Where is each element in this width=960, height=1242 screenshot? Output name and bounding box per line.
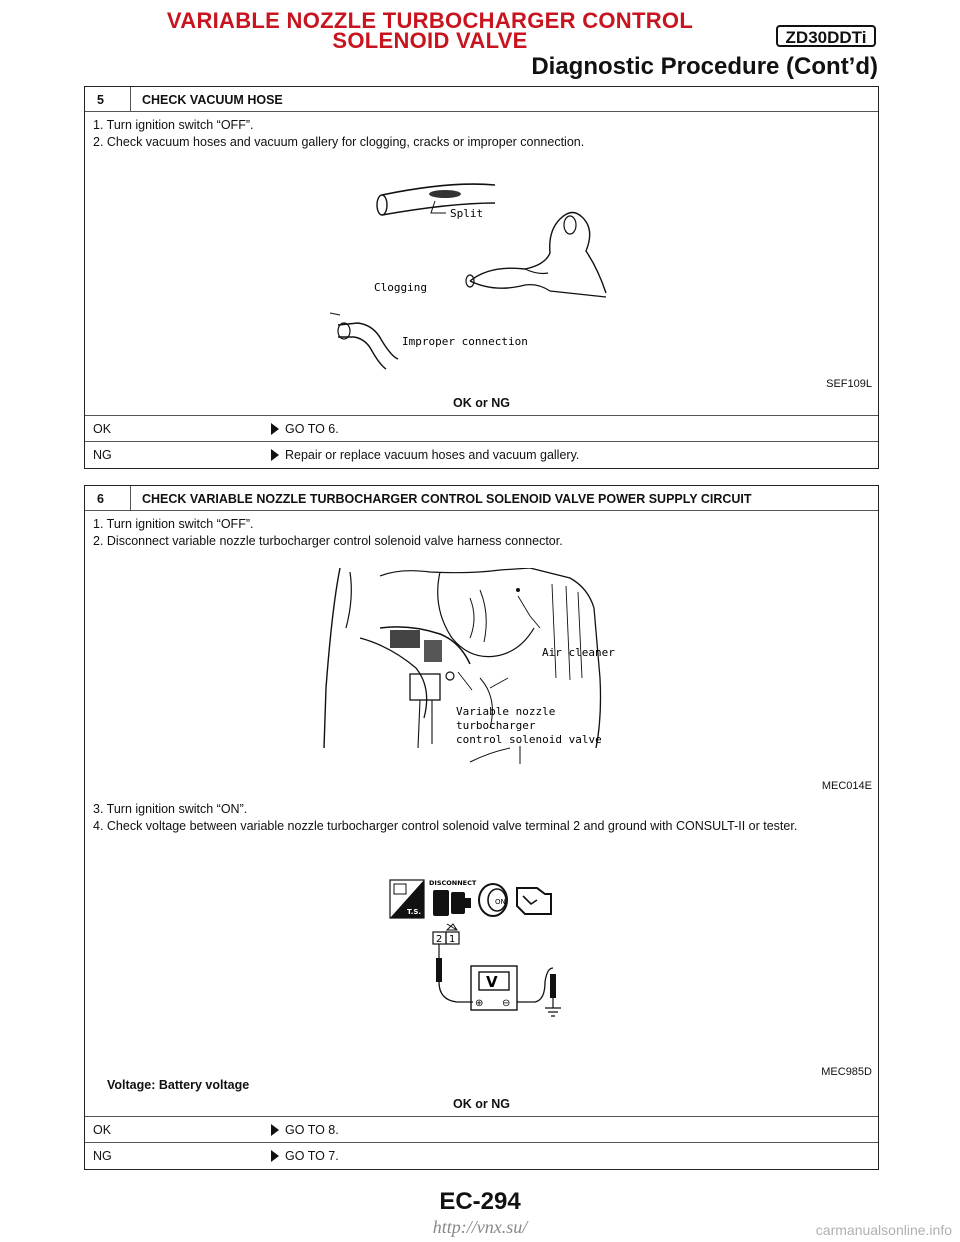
header-title-line2: SOLENOID VALVE [332, 28, 528, 53]
step5-box [84, 86, 879, 469]
label-variable-nozzle: Variable nozzle [456, 705, 556, 718]
terminal-2: 2 [436, 934, 443, 945]
page-subtitle: Diagnostic Procedure (Cont’d) [531, 53, 878, 80]
step6-title-divider [85, 510, 878, 511]
figure-code-mec014e: MEC014E [821, 780, 872, 792]
step6-instruction-4: 4. Check voltage between variable nozzle turbocharger control solenoid valve terminal 2 and ground with CONSULT-II or tester. [93, 819, 798, 833]
header-title-line1: VARIABLE NOZZLE TURBOCHARGER CONTROL [166, 8, 694, 33]
step6-result-divider-2 [85, 1142, 878, 1143]
ts-label: T.S. [407, 908, 422, 916]
label-clogging: Clogging [374, 281, 427, 294]
step6-number-divider [130, 486, 131, 510]
arrow-right-icon [271, 1124, 279, 1136]
engine-bay-illustration [320, 568, 620, 768]
watermark: carmanualsonline.info [815, 1222, 952, 1238]
step6-title: CHECK VARIABLE NOZZLE TURBOCHARGER CONTROL SOLENOID VALVE POWER SUPPLY CIRCUIT [142, 492, 752, 506]
step6-decision: OK or NG [453, 1097, 510, 1111]
label-improper-connection: Improper connection [402, 335, 528, 348]
arrow-right-icon [271, 1150, 279, 1162]
on-label: ON [495, 898, 506, 906]
step6-result-ng-label: NG [93, 1149, 112, 1163]
voltage-check-diagram [385, 878, 585, 1038]
step5-decision: OK or NG [453, 396, 510, 410]
label-split: Split [450, 207, 484, 220]
label-air-cleaner: Air cleaner [542, 646, 615, 659]
source-link[interactable]: http://vnx.su/ [432, 1217, 528, 1237]
step6-result-ng-action: GO TO 7. [285, 1149, 339, 1163]
figure-code-sef109l: SEF109L [826, 378, 872, 390]
step6-result-divider-1 [85, 1116, 878, 1117]
step6-instruction-3: 3. Turn ignition switch “ON”. [93, 802, 248, 816]
page-number: EC-294 [439, 1188, 521, 1215]
step5-number: 5 [97, 93, 104, 107]
step5-result-ok-action: GO TO 6. [285, 422, 339, 436]
arrow-right-icon [271, 423, 279, 435]
step5-instruction-1: 1. Turn ignition switch “OFF”. [93, 118, 254, 132]
step6-spec: Voltage: Battery voltage [107, 1078, 250, 1092]
step5-number-divider [130, 87, 131, 111]
arrow-right-icon [271, 449, 279, 461]
vacuum-hose-illustration [310, 173, 610, 373]
step5-instruction-2: 2. Check vacuum hoses and vacuum gallery for clogging, cracks or improper connection. [93, 135, 585, 149]
figure-code-mec985d: MEC985D [821, 1066, 872, 1078]
step6-box [84, 485, 879, 1170]
meter-negative-icon: ⊖ [502, 998, 511, 1009]
label-turbocharger: turbocharger [456, 719, 536, 732]
step6-result-ok-label: OK [93, 1123, 112, 1137]
meter-v-label: V [486, 973, 498, 991]
step6-result-ok-action: GO TO 8. [285, 1123, 339, 1137]
step6-instruction-2: 2. Disconnect variable nozzle turbocharger control solenoid valve harness connector. [93, 534, 563, 548]
meter-positive-icon: ⊕ [475, 998, 484, 1009]
step6-number: 6 [97, 492, 104, 506]
label-control-solenoid-valve: control solenoid valve [456, 733, 602, 746]
terminal-1: 1 [449, 934, 456, 945]
step5-title: CHECK VACUUM HOSE [142, 93, 283, 107]
step5-result-ok-label: OK [93, 422, 112, 436]
engine-badge: ZD30DDTi [776, 25, 876, 47]
disconnect-label: DISCONNECT [429, 879, 477, 887]
step5-result-divider-2 [85, 441, 878, 442]
step5-result-ng-action: Repair or replace vacuum hoses and vacuum gallery. [285, 448, 580, 462]
step5-title-divider [85, 111, 878, 112]
step5-result-ng-label: NG [93, 448, 112, 462]
step5-result-divider-1 [85, 415, 878, 416]
step6-instruction-1: 1. Turn ignition switch “OFF”. [93, 517, 254, 531]
